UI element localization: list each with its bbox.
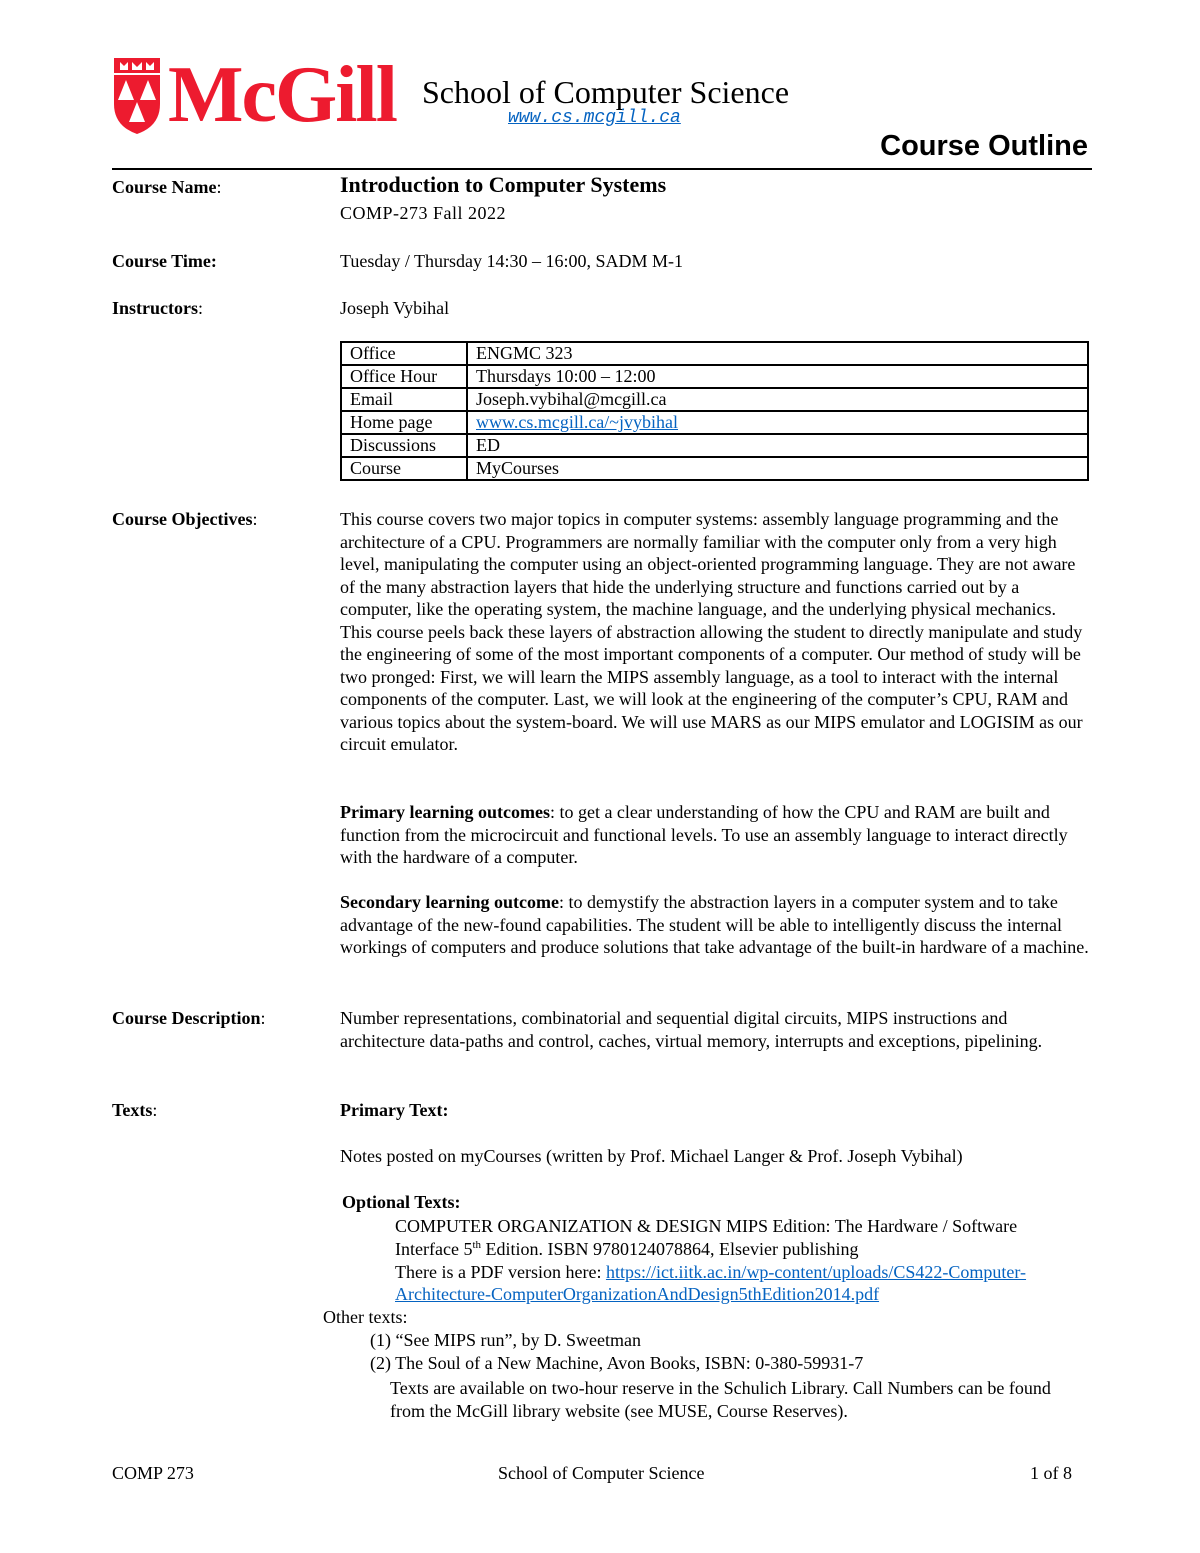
instructors-label: Instructors:: [112, 298, 204, 318]
course-time-value: Tuesday / Thursday 14:30 – 16:00, SADM M-1: [340, 251, 684, 271]
office-value: ENGMC 323: [467, 342, 1088, 365]
discussions-value: ED: [467, 434, 1088, 457]
course-code: COMP-273 Fall 2022: [340, 203, 507, 223]
table-row: [341, 365, 1088, 388]
mcgill-wordmark: McGill: [168, 51, 396, 139]
course-key: Course: [341, 457, 467, 480]
pdf-line: There is a PDF version here: https://ict.iitk.ac.in/wp-content/uploads/CS422-Computer-: [395, 1262, 1027, 1282]
primary-outcomes: Primary learning outcomes: to get a clear understanding of how the CPU and RAM are built and function from the microcircuit and functional levels. To use an assembly language to interact directly with the hardware of a computer.: [340, 802, 1068, 867]
mcgill-shield-logo: [112, 56, 162, 136]
office-hour-key: Office Hour: [341, 365, 467, 388]
school-name: School of Computer Science: [422, 74, 790, 110]
primary-text-body: Notes posted on myCourses (written by Prof. Michael Langer & Prof. Joseph Vybihal): [340, 1146, 963, 1166]
discussions-key: Discussions: [341, 434, 467, 457]
other-text-1: (1) “See MIPS run”, by D. Sweetman: [370, 1330, 641, 1350]
optional-texts-heading: Optional Texts:: [342, 1192, 461, 1212]
footer-course-code: COMP 273: [112, 1463, 194, 1483]
email-key: Email: [341, 388, 467, 411]
home-page-key: Home page: [341, 411, 467, 434]
table-row: [341, 434, 1088, 457]
description-label: Course Description:: [112, 1008, 266, 1028]
reserve-note: Texts are available on two-hour reserve in the Schulich Library. Call Numbers can be found from the McGill library website (see MUSE, Course Reserves).: [390, 1378, 1051, 1421]
course-title: Introduction to Computer Systems: [340, 172, 667, 197]
primary-text-heading: Primary Text:: [340, 1100, 449, 1120]
table-row: [341, 411, 1088, 434]
optional-text-line2: Interface 5th Edition. ISBN 9780124078864, Elsevier publishing: [395, 1239, 859, 1259]
pdf-link-continued[interactable]: Architecture-ComputerOrganizationAndDesign5thEdition2014.pdf: [395, 1284, 880, 1304]
other-texts-heading: Other texts:: [323, 1307, 408, 1327]
description-body: Number representations, combinatorial and sequential digital circuits, MIPS instructions and architecture data-paths and control, caches, virtual memory, interrupts and exceptions, pipelining.: [340, 1008, 1043, 1051]
other-text-2: (2) The Soul of a New Machine, Avon Books, ISBN: 0-380-59931-7: [370, 1353, 864, 1373]
texts-label: Texts:: [112, 1100, 158, 1120]
home-page-link[interactable]: www.cs.mcgill.ca/~jvybihal: [467, 411, 1088, 434]
objectives-label: Course Objectives:: [112, 509, 258, 529]
table-row: [341, 342, 1088, 365]
secondary-outcome: Secondary learning outcome: to demystify the abstraction layers in a computer system and to take advantage of the new-found capabilities. The student will be able to intelligently discuss the internal workings of computers and produce solutions that take advantage of the built-in hardware of a machine.: [340, 892, 1089, 957]
pdf-link[interactable]: https://ict.iitk.ac.in/wp-content/uploads/CS422-Computer-: [605, 1262, 1027, 1282]
footer-school: School of Computer Science: [498, 1463, 705, 1483]
instructor-name: Joseph Vybihal: [340, 298, 450, 318]
table-row: [341, 457, 1088, 480]
office-key: Office: [341, 342, 467, 365]
course-name-label: Course Name:: [112, 177, 222, 197]
page-title: Course Outline: [880, 130, 1088, 162]
header-divider: [112, 168, 1092, 170]
email-value: Joseph.vybihal@mcgill.ca: [467, 388, 1088, 411]
office-hour-value: Thursdays 10:00 – 12:00: [467, 365, 1088, 388]
objectives-body: This course covers two major topics in computer systems: assembly language programming and the architecture of a CPU. Programmers are normally familiar with the computer only from a very high level, manipulating the computer using an object-oriented programming language. They are not aware of the many abstraction layers that hide the underlying structure and functions carried out by a computer, like the operating system, the machine language, and the underlying physical mechanics. This course peels back these layers of abstraction allowing the student to directly manipulate and study the engineering of some of the most important components of a computer. Our method of study will be two pronged: First, we will learn the MIPS assembly language, as a tool to interact with the internal components of the computer. Last, we will look at the engineering of the computer’s CPU, RAM and various topics about the system-board. We will use MARS as our MIPS emulator and LOGISIM as our circuit emulator.: [340, 509, 1083, 754]
school-website-link[interactable]: www.cs.mcgill.ca: [508, 108, 681, 128]
instructor-info-table: [340, 341, 1089, 481]
course-time-label: Course Time:: [112, 251, 217, 271]
course-value: MyCourses: [467, 457, 1088, 480]
table-row: [341, 388, 1088, 411]
optional-text-line1: COMPUTER ORGANIZATION & DESIGN MIPS Edition: The Hardware / Software: [395, 1216, 1018, 1236]
page-number: 1 of 8: [1030, 1463, 1072, 1483]
